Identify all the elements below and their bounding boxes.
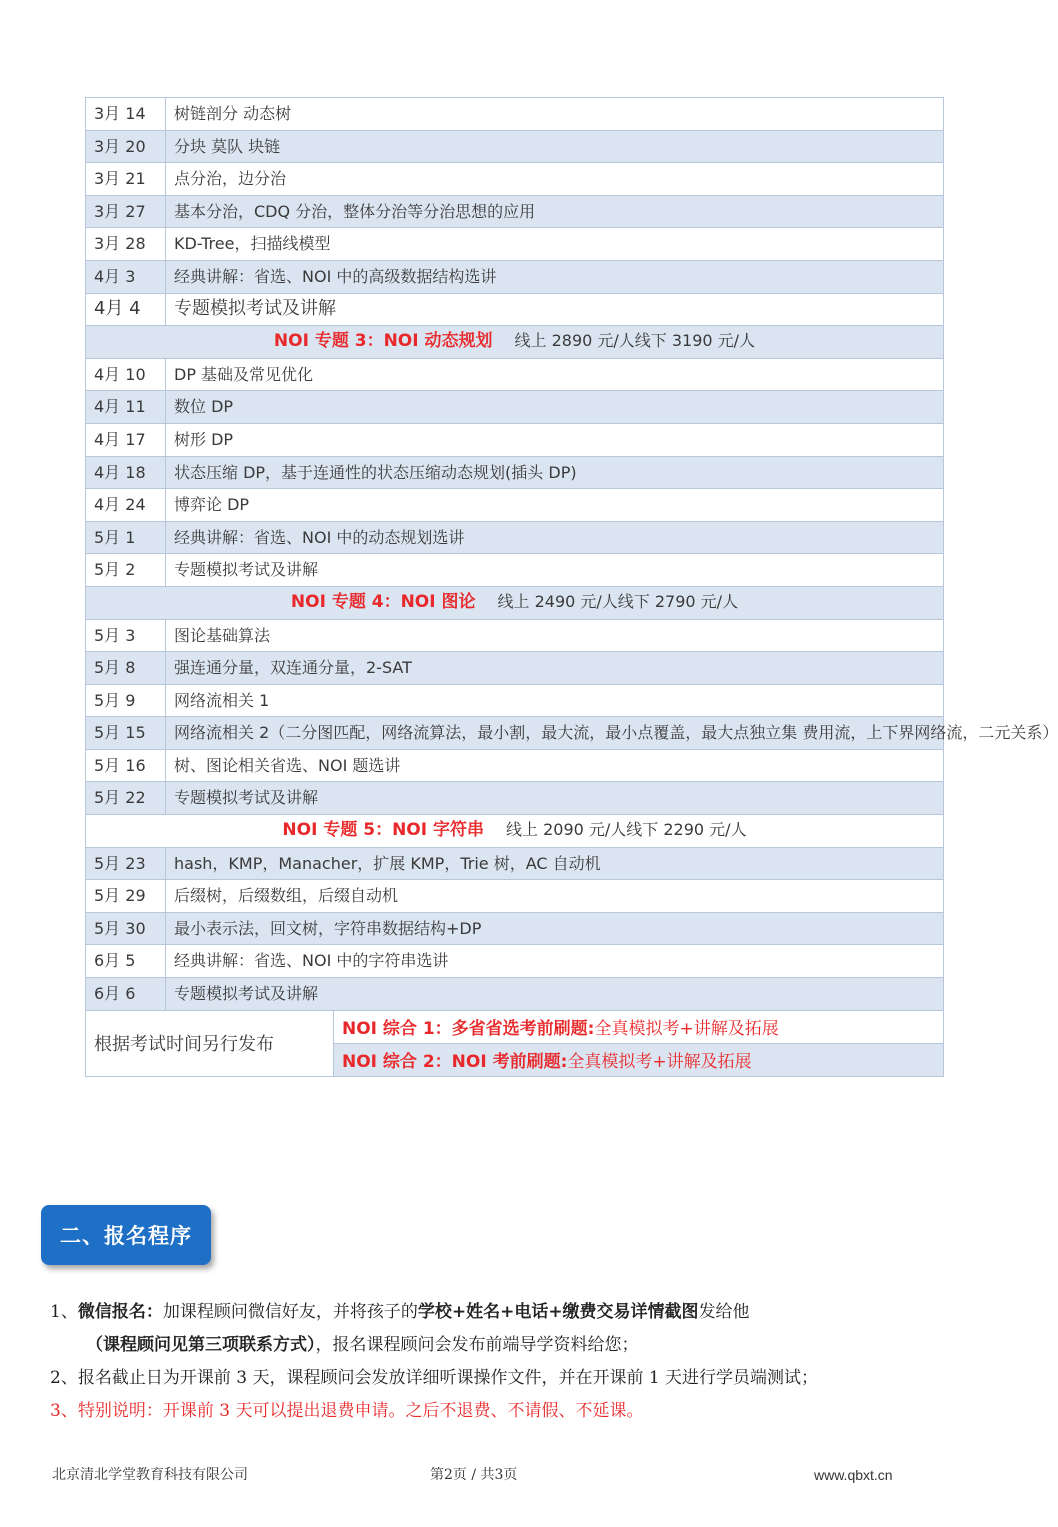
step-1-text: 加课程顾问微信好友，并将孩子的: [162, 1302, 418, 1322]
topic-cell: 树形 DP: [166, 423, 944, 456]
table-row: [86, 749, 944, 782]
topic-cell: KD-Tree，扫描线模型: [166, 228, 944, 261]
step-1-text-2: 发给他: [698, 1302, 750, 1322]
table-row: [86, 717, 944, 750]
table-row: [86, 684, 944, 717]
topic-cell: 最小表示法，回文树，字符串数据结构+DP: [166, 912, 944, 945]
step-1: [50, 1296, 950, 1329]
date-cell: 6月 5: [86, 945, 166, 978]
date-cell: 5月 3: [86, 619, 166, 652]
table-row: [86, 423, 944, 456]
topic-price: 线上 2490 元/人线下 2790 元/人: [497, 592, 739, 612]
topic-cell: 网络流相关 2（二分图匹配，网络流算法，最小割，最大流，最小点覆盖，最大点独立集 费用流，上下界网络流，二元关系）: [166, 717, 944, 750]
step-2: 2、报名截止日为开课前 3 天，课程顾问会发放详细听课操作文件，并在开课前 1 天进行学员端测试；: [50, 1368, 819, 1388]
table-row: [86, 98, 944, 131]
date-cell: 3月 20: [86, 130, 166, 163]
topic-cell: 网络流相关 1: [166, 684, 944, 717]
table-row: [86, 554, 944, 587]
date-cell: 6月 6: [86, 978, 166, 1011]
step-1-required-info: 学校+姓名+电话+缴费交易详情截图: [417, 1302, 699, 1322]
topic-price: 线上 2890 元/人线下 3190 元/人: [514, 331, 756, 351]
topic-cell: 点分治，边分治: [166, 163, 944, 196]
topic-cell: hash，KMP，Manacher，扩展 KMP，Trie 树，AC 自动机: [166, 847, 944, 880]
date-cell: 5月 8: [86, 652, 166, 685]
date-cell: 5月 2: [86, 554, 166, 587]
table-row: [86, 195, 944, 228]
date-cell: 4月 10: [86, 358, 166, 391]
topic-cell: 后缀树，后缀数组，后缀自动机: [166, 880, 944, 913]
final-row-1: [86, 1010, 944, 1043]
table-row: [86, 945, 944, 978]
topic-header-row: [86, 326, 944, 359]
date-cell: 4月 18: [86, 456, 166, 489]
final-label-cell: 根据考试时间另行发布: [86, 1010, 334, 1076]
date-cell: 3月 14: [86, 98, 166, 131]
final-item-2-desc: 全真模拟考+讲解及拓展: [567, 1052, 752, 1073]
table-row: [86, 391, 944, 424]
topic-cell: 专题模拟考试及讲解: [166, 978, 944, 1011]
date-cell: 5月 1: [86, 521, 166, 554]
topic-cell: 强连通分量，双连通分量，2-SAT: [166, 652, 944, 685]
section-title: 二、报名程序: [60, 1224, 192, 1248]
table-row: [86, 456, 944, 489]
topic-cell: 图论基础算法: [166, 619, 944, 652]
section-badge-registration: [41, 1205, 211, 1265]
step-1-continued: [50, 1329, 950, 1362]
table-row: [86, 260, 944, 293]
step-1-advisor-note: （课程顾问见第三项联系方式）: [86, 1335, 316, 1355]
table-row: [86, 163, 944, 196]
table-row: [86, 978, 944, 1011]
table-row: [86, 293, 944, 326]
final-item-2-title: NOI 综合 2：NOI 考前刷题:: [342, 1052, 568, 1073]
table-row: [86, 619, 944, 652]
final-comprehensive-table: [85, 1010, 944, 1077]
topic-header-row: [86, 586, 944, 619]
topic-header-cell: [86, 586, 944, 619]
table-row: [86, 652, 944, 685]
table-row: [86, 912, 944, 945]
topic-title: NOI 专题 4：NOI 图论: [290, 592, 476, 613]
topic-price: 线上 2090 元/人线下 2290 元/人: [506, 820, 747, 840]
topic-cell: 专题模拟考试及讲解: [166, 554, 944, 587]
footer-website: www.qbxt.cn: [814, 1467, 893, 1483]
table-row: [86, 521, 944, 554]
topic-cell: 分块 莫队 块链: [166, 130, 944, 163]
step-3-special-note: 3、特别说明：开课前 3 天可以提出退费申请。之后不退费、不请假、不延课。: [50, 1401, 644, 1421]
date-cell: 5月 9: [86, 684, 166, 717]
date-cell: 3月 27: [86, 195, 166, 228]
topic-cell: 博弈论 DP: [166, 489, 944, 522]
final-item-1: [334, 1010, 944, 1043]
topic-cell: 经典讲解：省选、NOI 中的动态规划选讲: [166, 521, 944, 554]
topic-title: NOI 专题 5：NOI 字符串: [282, 820, 484, 841]
topic-header-cell: [86, 815, 944, 848]
topic-header-row: [86, 815, 944, 848]
final-item-2: [334, 1043, 944, 1076]
date-cell: 3月 28: [86, 228, 166, 261]
footer-page-number: 第2页 / 共3页: [430, 1467, 518, 1483]
topic-cell: 专题模拟考试及讲解: [166, 782, 944, 815]
topic-cell: 树、图论相关省选、NOI 题选讲: [166, 749, 944, 782]
topic-cell: 专题模拟考试及讲解: [166, 293, 944, 326]
topic-cell: DP 基础及常见优化: [166, 358, 944, 391]
date-cell: 5月 23: [86, 847, 166, 880]
topic-cell: 经典讲解：省选、NOI 中的高级数据结构选讲: [166, 260, 944, 293]
date-cell: 5月 15: [86, 717, 166, 750]
step-1-number: 1、: [50, 1302, 78, 1322]
table-row: [86, 358, 944, 391]
date-cell: 5月 22: [86, 782, 166, 815]
topic-cell: 经典讲解：省选、NOI 中的字符串选讲: [166, 945, 944, 978]
date-cell: 5月 29: [86, 880, 166, 913]
table-row: [86, 489, 944, 522]
table-row: [86, 228, 944, 261]
date-cell: 5月 16: [86, 749, 166, 782]
table-row: [86, 130, 944, 163]
course-schedule-table: [85, 97, 1058, 1011]
topic-title: NOI 专题 3：NOI 动态规划: [273, 331, 493, 352]
date-cell: 5月 30: [86, 912, 166, 945]
registration-steps: [50, 1296, 950, 1428]
table-row: [86, 847, 944, 880]
final-item-1-title: NOI 综合 1：多省省选考前刷题:: [342, 1019, 595, 1040]
date-cell: 4月 11: [86, 391, 166, 424]
topic-cell: 树链剖分 动态树: [166, 98, 944, 131]
topic-cell: 基本分治，CDQ 分治，整体分治等分治思想的应用: [166, 195, 944, 228]
topic-cell: 状态压缩 DP，基于连通性的状态压缩动态规划(插头 DP): [166, 456, 944, 489]
date-cell: 3月 21: [86, 163, 166, 196]
topic-header-cell: [86, 326, 944, 359]
table-row: [86, 880, 944, 913]
footer-company: 北京清北学堂教育科技有限公司: [52, 1467, 248, 1483]
topic-cell: 数位 DP: [166, 391, 944, 424]
table-row: [86, 782, 944, 815]
step-1-heading: 微信报名：: [77, 1302, 163, 1322]
final-item-1-desc: 全真模拟考+讲解及拓展: [594, 1019, 779, 1040]
date-cell: 4月 4: [86, 293, 166, 326]
date-cell: 4月 17: [86, 423, 166, 456]
step-1-text-3: ，报名课程顾问会发布前端导学资料给您；: [315, 1335, 639, 1355]
date-cell: 4月 3: [86, 260, 166, 293]
date-cell: 4月 24: [86, 489, 166, 522]
